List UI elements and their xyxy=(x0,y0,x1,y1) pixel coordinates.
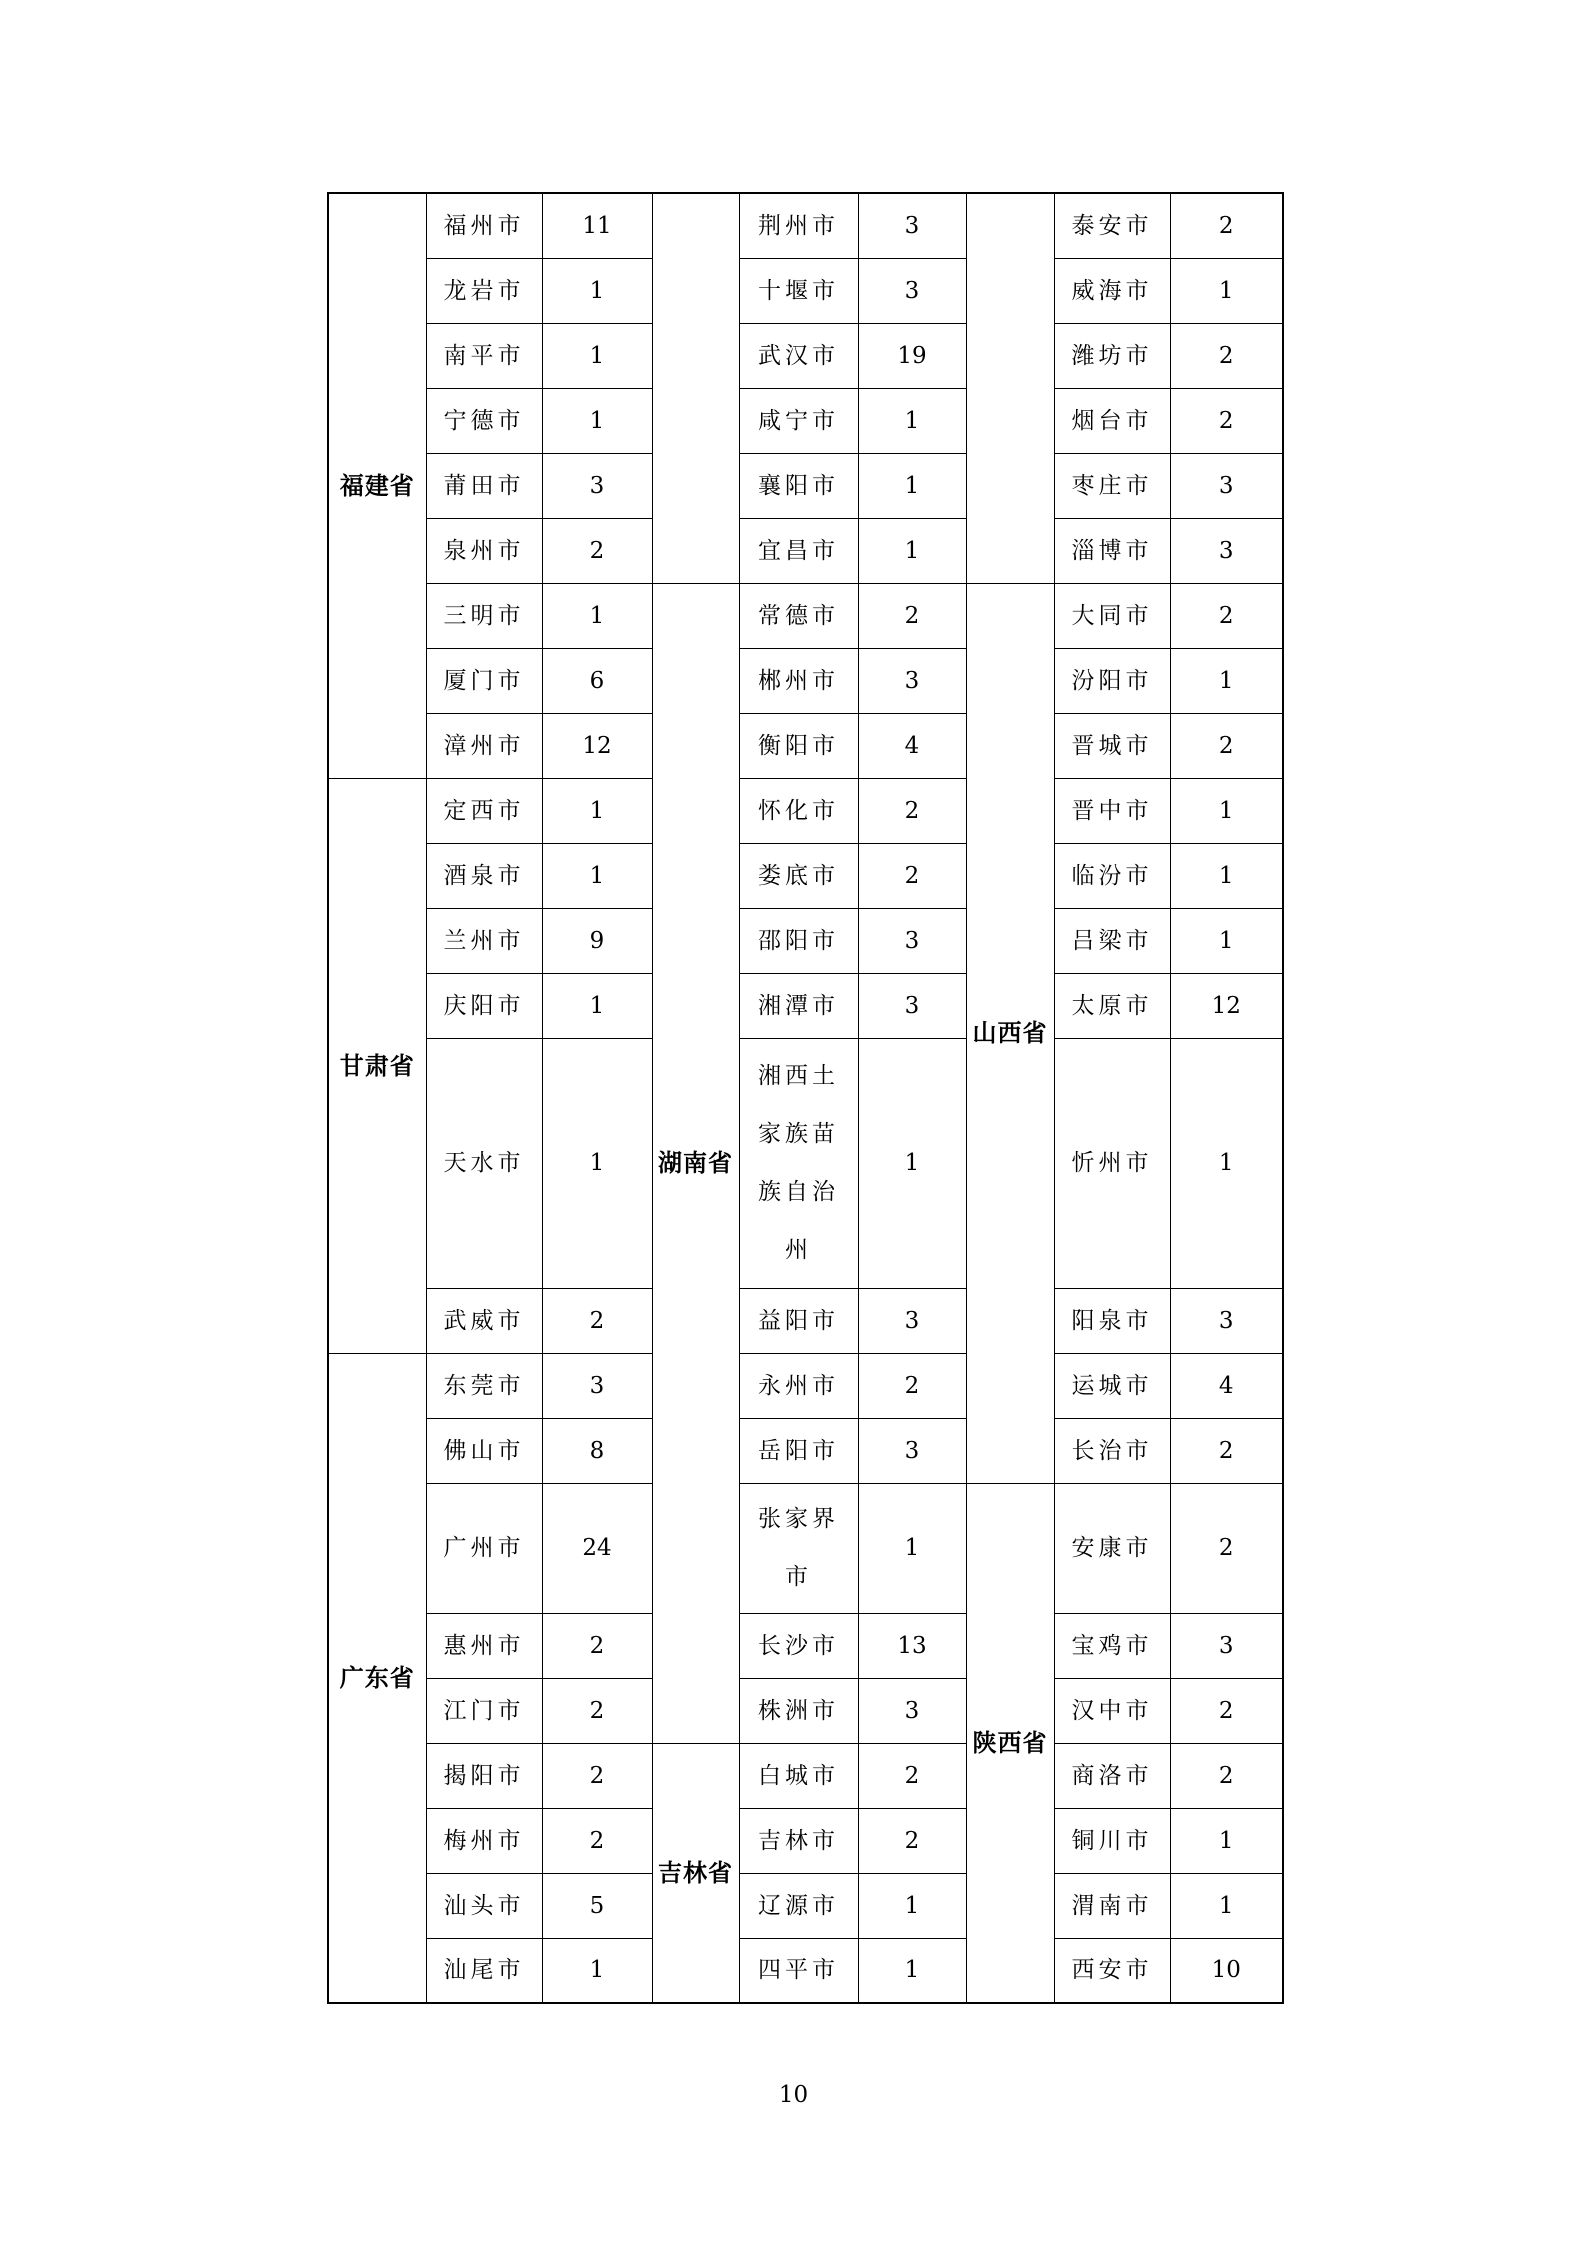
count-cell: 1 xyxy=(542,583,652,648)
city-cell: 潍坊市 xyxy=(1054,323,1170,388)
count-cell: 2 xyxy=(542,1288,652,1353)
table-row xyxy=(328,1288,1283,1353)
count-cell: 1 xyxy=(1170,648,1283,713)
count-cell: 24 xyxy=(542,1483,652,1613)
city-cell: 衡阳市 xyxy=(739,713,858,778)
city-cell: 揭阳市 xyxy=(426,1743,542,1808)
count-cell: 1 xyxy=(542,258,652,323)
city-cell: 兰州市 xyxy=(426,908,542,973)
table-row xyxy=(328,1613,1283,1678)
city-cell: 运城市 xyxy=(1054,1353,1170,1418)
city-cell: 娄底市 xyxy=(739,843,858,908)
count-cell: 3 xyxy=(1170,453,1283,518)
city-cell: 宁德市 xyxy=(426,388,542,453)
count-cell: 1 xyxy=(1170,843,1283,908)
table-row xyxy=(328,973,1283,1038)
count-cell: 2 xyxy=(1170,1678,1283,1743)
count-cell: 1 xyxy=(542,1038,652,1288)
count-cell: 3 xyxy=(542,1353,652,1418)
province-city-count-table xyxy=(327,192,1284,2004)
city-cell: 庆阳市 xyxy=(426,973,542,1038)
count-cell: 1 xyxy=(1170,908,1283,973)
count-cell: 19 xyxy=(858,323,966,388)
count-cell: 3 xyxy=(858,258,966,323)
table-row xyxy=(328,843,1283,908)
count-cell: 10 xyxy=(1170,1938,1283,2003)
city-cell: 荆州市 xyxy=(739,193,858,258)
province-cell: 广东省 xyxy=(328,1353,426,2003)
count-cell: 3 xyxy=(858,1678,966,1743)
table-row xyxy=(328,1418,1283,1483)
count-cell: 3 xyxy=(1170,1288,1283,1353)
count-cell: 2 xyxy=(858,1743,966,1808)
city-cell: 安康市 xyxy=(1054,1483,1170,1613)
city-cell: 西安市 xyxy=(1054,1938,1170,2003)
count-cell: 8 xyxy=(542,1418,652,1483)
count-cell: 3 xyxy=(858,1418,966,1483)
city-cell: 张家界市 xyxy=(739,1483,858,1613)
count-cell: 4 xyxy=(858,713,966,778)
count-cell: 1 xyxy=(858,518,966,583)
count-cell: 11 xyxy=(542,193,652,258)
count-cell: 1 xyxy=(858,388,966,453)
count-cell: 2 xyxy=(542,1613,652,1678)
city-cell: 郴州市 xyxy=(739,648,858,713)
count-cell: 3 xyxy=(1170,518,1283,583)
city-cell: 四平市 xyxy=(739,1938,858,2003)
table-row xyxy=(328,1938,1283,2003)
province-cell: 山西省 xyxy=(966,583,1054,1483)
city-cell: 辽源市 xyxy=(739,1873,858,1938)
city-cell: 襄阳市 xyxy=(739,453,858,518)
table-row xyxy=(328,583,1283,648)
table-row xyxy=(328,1743,1283,1808)
count-cell: 3 xyxy=(858,973,966,1038)
count-cell: 2 xyxy=(542,1808,652,1873)
city-cell: 烟台市 xyxy=(1054,388,1170,453)
city-cell: 惠州市 xyxy=(426,1613,542,1678)
table-row xyxy=(328,908,1283,973)
count-cell: 9 xyxy=(542,908,652,973)
table-row xyxy=(328,778,1283,843)
city-cell: 株洲市 xyxy=(739,1678,858,1743)
city-cell: 厦门市 xyxy=(426,648,542,713)
table-row xyxy=(328,388,1283,453)
city-cell: 怀化市 xyxy=(739,778,858,843)
city-cell: 吉林市 xyxy=(739,1808,858,1873)
city-cell: 宝鸡市 xyxy=(1054,1613,1170,1678)
city-cell: 永州市 xyxy=(739,1353,858,1418)
table-row xyxy=(328,1808,1283,1873)
count-cell: 3 xyxy=(858,648,966,713)
city-cell: 武威市 xyxy=(426,1288,542,1353)
city-cell: 阳泉市 xyxy=(1054,1288,1170,1353)
city-cell: 泰安市 xyxy=(1054,193,1170,258)
count-cell: 2 xyxy=(1170,388,1283,453)
count-cell: 3 xyxy=(858,908,966,973)
city-cell: 淄博市 xyxy=(1054,518,1170,583)
city-cell: 太原市 xyxy=(1054,973,1170,1038)
province-cell: 陕西省 xyxy=(966,1483,1054,2003)
count-cell: 2 xyxy=(1170,193,1283,258)
count-cell: 5 xyxy=(542,1873,652,1938)
count-cell: 2 xyxy=(1170,713,1283,778)
count-cell: 13 xyxy=(858,1613,966,1678)
city-cell: 十堰市 xyxy=(739,258,858,323)
count-cell: 1 xyxy=(858,1938,966,2003)
count-cell: 3 xyxy=(858,193,966,258)
city-cell: 长沙市 xyxy=(739,1613,858,1678)
table-row xyxy=(328,193,1283,258)
city-cell: 莆田市 xyxy=(426,453,542,518)
count-cell: 2 xyxy=(542,518,652,583)
count-cell: 2 xyxy=(1170,1418,1283,1483)
count-cell: 3 xyxy=(542,453,652,518)
table-row xyxy=(328,1678,1283,1743)
city-cell: 湘西土家族苗族自治州 xyxy=(739,1038,858,1288)
city-cell: 广州市 xyxy=(426,1483,542,1613)
city-cell: 益阳市 xyxy=(739,1288,858,1353)
count-cell: 1 xyxy=(542,388,652,453)
city-cell: 汉中市 xyxy=(1054,1678,1170,1743)
count-cell: 2 xyxy=(1170,323,1283,388)
city-cell: 晋中市 xyxy=(1054,778,1170,843)
count-cell: 1 xyxy=(542,973,652,1038)
count-cell: 2 xyxy=(858,843,966,908)
table-row xyxy=(328,453,1283,518)
city-cell: 长治市 xyxy=(1054,1418,1170,1483)
city-cell: 枣庄市 xyxy=(1054,453,1170,518)
count-cell: 2 xyxy=(542,1743,652,1808)
count-cell: 1 xyxy=(1170,1873,1283,1938)
table-row xyxy=(328,518,1283,583)
province-cell: 福建省 xyxy=(328,193,426,778)
table-body xyxy=(328,193,1283,2003)
count-cell: 2 xyxy=(1170,583,1283,648)
city-cell: 晋城市 xyxy=(1054,713,1170,778)
count-cell: 1 xyxy=(542,843,652,908)
city-cell: 天水市 xyxy=(426,1038,542,1288)
count-cell: 2 xyxy=(858,1808,966,1873)
city-cell: 定西市 xyxy=(426,778,542,843)
count-cell: 12 xyxy=(1170,973,1283,1038)
count-cell: 6 xyxy=(542,648,652,713)
city-cell: 商洛市 xyxy=(1054,1743,1170,1808)
city-cell: 酒泉市 xyxy=(426,843,542,908)
city-cell: 铜川市 xyxy=(1054,1808,1170,1873)
city-cell: 湘潭市 xyxy=(739,973,858,1038)
city-cell: 汕头市 xyxy=(426,1873,542,1938)
city-cell: 威海市 xyxy=(1054,258,1170,323)
province-cell: 甘肃省 xyxy=(328,778,426,1353)
city-cell: 吕梁市 xyxy=(1054,908,1170,973)
city-cell: 泉州市 xyxy=(426,518,542,583)
city-cell: 汾阳市 xyxy=(1054,648,1170,713)
count-cell: 2 xyxy=(858,583,966,648)
count-cell: 1 xyxy=(1170,258,1283,323)
province-cell xyxy=(966,193,1054,583)
count-cell: 1 xyxy=(542,323,652,388)
count-cell: 1 xyxy=(1170,778,1283,843)
city-cell: 岳阳市 xyxy=(739,1418,858,1483)
city-cell: 梅州市 xyxy=(426,1808,542,1873)
city-cell: 邵阳市 xyxy=(739,908,858,973)
table-row xyxy=(328,1873,1283,1938)
city-cell: 南平市 xyxy=(426,323,542,388)
count-cell: 1 xyxy=(858,1483,966,1613)
table-row xyxy=(328,1483,1283,1613)
city-cell: 宜昌市 xyxy=(739,518,858,583)
city-cell: 福州市 xyxy=(426,193,542,258)
city-cell: 三明市 xyxy=(426,583,542,648)
city-cell: 渭南市 xyxy=(1054,1873,1170,1938)
count-cell: 2 xyxy=(858,778,966,843)
city-cell: 漳州市 xyxy=(426,713,542,778)
city-cell: 江门市 xyxy=(426,1678,542,1743)
province-cell: 吉林省 xyxy=(652,1743,739,2003)
province-cell xyxy=(652,193,739,583)
table-row xyxy=(328,258,1283,323)
count-cell: 1 xyxy=(1170,1808,1283,1873)
province-cell: 湖南省 xyxy=(652,583,739,1743)
count-cell: 12 xyxy=(542,713,652,778)
city-cell: 常德市 xyxy=(739,583,858,648)
table-row xyxy=(328,1038,1283,1288)
count-cell: 1 xyxy=(542,1938,652,2003)
count-cell: 1 xyxy=(858,453,966,518)
city-cell: 武汉市 xyxy=(739,323,858,388)
count-cell: 1 xyxy=(858,1873,966,1938)
table-row xyxy=(328,323,1283,388)
city-cell: 临汾市 xyxy=(1054,843,1170,908)
table-row xyxy=(328,1353,1283,1418)
count-cell: 4 xyxy=(1170,1353,1283,1418)
table-row xyxy=(328,713,1283,778)
city-cell: 汕尾市 xyxy=(426,1938,542,2003)
count-cell: 3 xyxy=(858,1288,966,1353)
city-cell: 大同市 xyxy=(1054,583,1170,648)
city-cell: 白城市 xyxy=(739,1743,858,1808)
count-cell: 1 xyxy=(858,1038,966,1288)
city-cell: 龙岩市 xyxy=(426,258,542,323)
table-row xyxy=(328,648,1283,713)
city-cell: 忻州市 xyxy=(1054,1038,1170,1288)
count-cell: 2 xyxy=(1170,1483,1283,1613)
city-cell: 东莞市 xyxy=(426,1353,542,1418)
count-cell: 3 xyxy=(1170,1613,1283,1678)
count-cell: 1 xyxy=(1170,1038,1283,1288)
count-cell: 1 xyxy=(542,778,652,843)
count-cell: 2 xyxy=(858,1353,966,1418)
page-number: 10 xyxy=(778,2082,809,2108)
city-cell: 佛山市 xyxy=(426,1418,542,1483)
count-cell: 2 xyxy=(542,1678,652,1743)
city-cell: 咸宁市 xyxy=(739,388,858,453)
count-cell: 2 xyxy=(1170,1743,1283,1808)
